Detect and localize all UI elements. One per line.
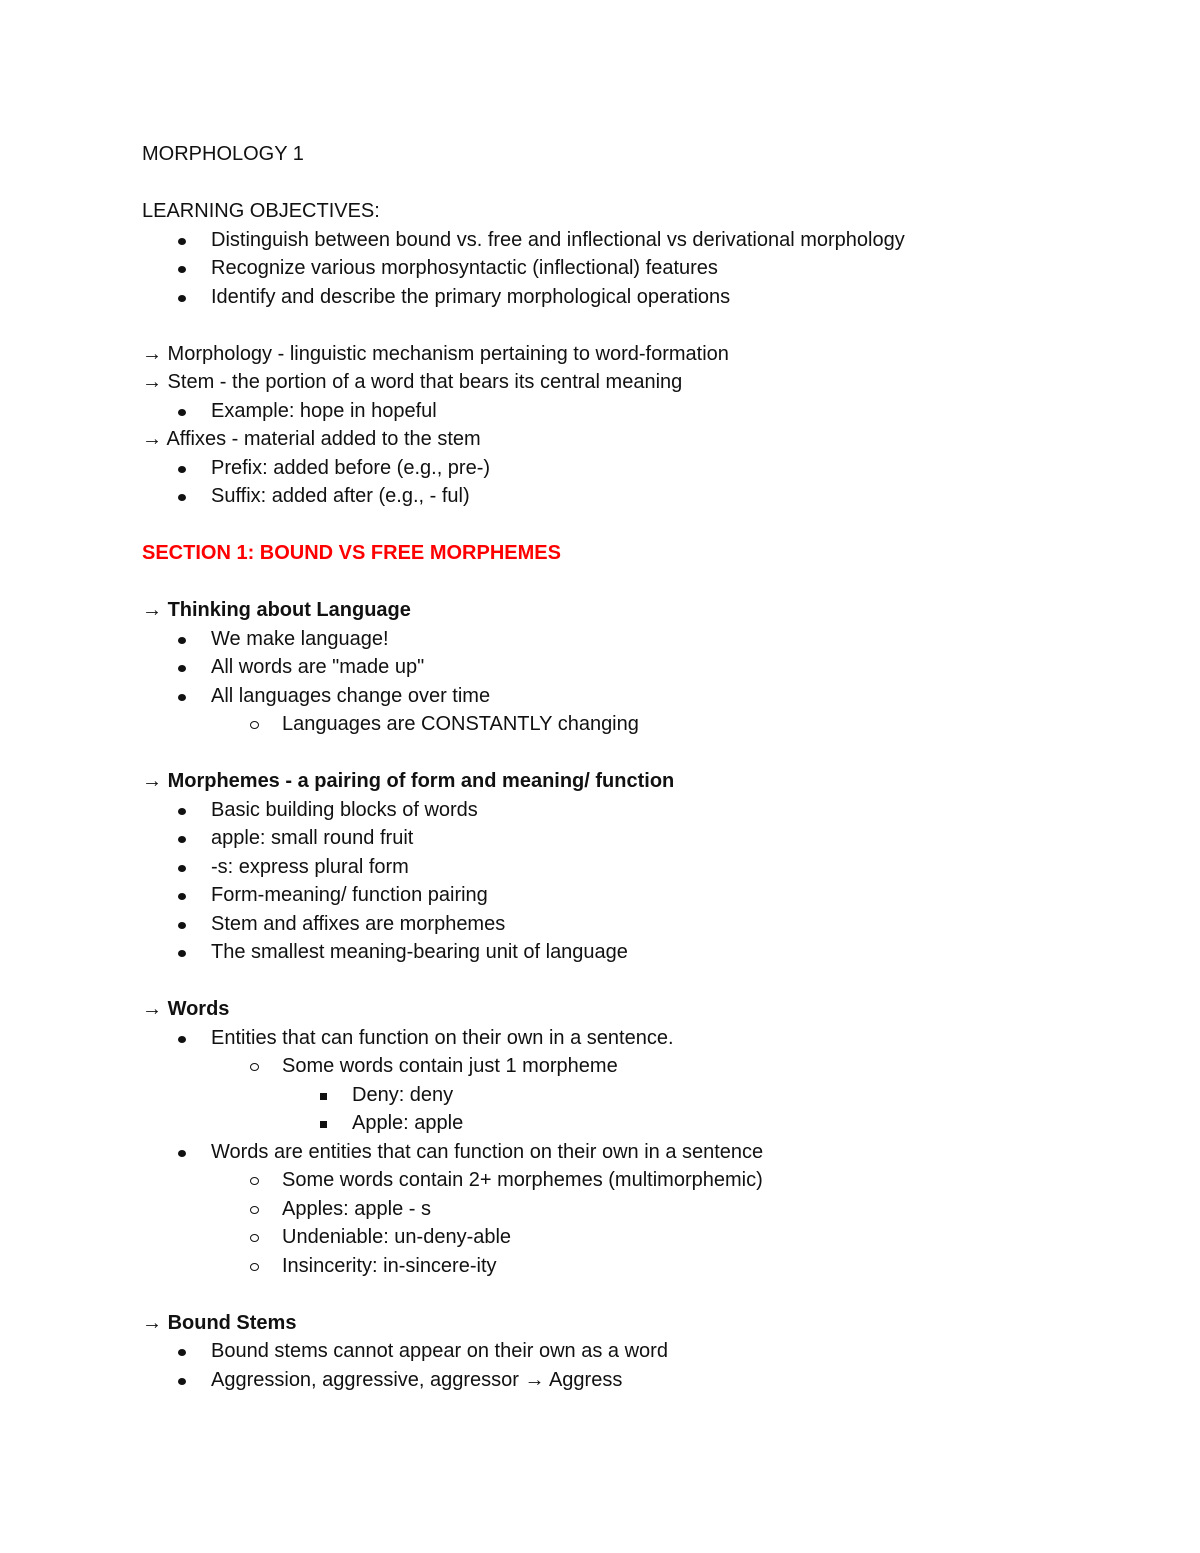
list-item [142,1337,1142,1366]
list-item-text: Example: hope in hopeful [211,399,437,422]
bullet-dot-icon [178,922,186,929]
list-item [142,454,1142,483]
list-item [142,881,1142,910]
spacer [142,568,1142,597]
bullet-dot-icon [178,836,186,843]
sub-list-item-text: Languages are CONSTANTLY changing [282,713,639,735]
list-item-text: We make language! [211,627,389,650]
list-item-text: Form-meaning/ function pairing [211,884,488,906]
bullet-dot-icon [178,665,186,672]
sub-list-item [142,1195,1142,1224]
document-page [142,140,1142,1394]
sub-list-item-text: Apples: apple - s [282,1197,431,1220]
list-item [142,1024,1142,1053]
bullet-dot-icon [178,865,186,872]
arrow-icon: → [142,998,168,1020]
list-item [142,226,1142,255]
list-item-text: Identify and describe the primary morphological operations [211,285,731,308]
bullet-dot-icon [178,466,186,473]
bullet-dot-icon [178,808,186,815]
list-item [142,796,1142,825]
bullet-circle-icon [250,721,259,729]
list-item-text: Distinguish between bound vs. free and inflectional vs derivational morphology [211,228,905,251]
spacer [142,511,1142,540]
spacer [142,739,1142,768]
arrow-icon: → [142,1311,168,1334]
list-item-text: Suffix: added after (e.g., - ful) [211,485,470,507]
bullet-circle-icon [250,1177,259,1185]
bullet-dot-icon [178,1150,186,1157]
list-item [142,682,1142,711]
bullet-dot-icon [178,238,186,245]
sub-list-item-text: Undeniable: un-deny-able [282,1226,512,1248]
bullet-dot-icon [178,295,186,302]
sub-sub-list-item-text: Deny: deny [352,1083,454,1106]
list-item [142,397,1142,426]
bullet-dot-icon [178,494,186,501]
bullet-dot-icon [178,637,186,644]
bullet-dot-icon [178,950,186,957]
subsection-heading-text: Morphemes - a pairing of form and meaning/ function [167,770,675,792]
bullet-circle-icon [250,1206,259,1214]
sub-list-item-text: Some words contain just 1 morpheme [282,1055,618,1077]
subsection-heading-text: Bound Stems [167,1311,297,1334]
list-item-text: Prefix: added before (e.g., pre-) [211,456,491,479]
list-item-text: All words are "made up" [211,656,425,678]
bullet-square-icon [320,1093,327,1100]
stem-definition: → Stem - the portion of a word that bears its central meaning [142,371,683,393]
subsection-heading-words [142,995,1142,1024]
sub-sub-list-item [142,1109,1142,1138]
list-item [142,482,1142,511]
subsection-heading-thinking [142,596,1142,625]
subsection-heading-text: Words [167,998,230,1020]
sub-list-item [142,1052,1142,1081]
bullet-dot-icon [178,1349,186,1356]
list-item [142,1366,1142,1395]
list-item [142,824,1142,853]
spacer [142,311,1142,340]
list-item [142,910,1142,939]
sub-sub-list-item-text: Apple: apple [352,1112,464,1134]
sub-list-item-text: Insincerity: in-sincere-ity [282,1254,497,1277]
bullet-dot-icon [178,266,186,273]
list-item-text: Aggression, aggressive, aggressor → Aggress [211,1368,623,1391]
bullet-circle-icon [250,1063,259,1071]
bullet-circle-icon [250,1263,259,1271]
list-item-text: Words are entities that can function on their own in a sentence [211,1140,764,1163]
sub-list-item [142,1166,1142,1195]
list-item [142,254,1142,283]
list-item-text: apple: small round fruit [211,827,414,849]
affixes-definition: → Affixes - material added to the stem [142,428,481,450]
list-item-text: Basic building blocks of words [211,798,478,821]
list-item [142,283,1142,312]
bullet-circle-icon [250,1234,259,1242]
bullet-dot-icon [178,893,186,900]
sub-list-item-text: Some words contain 2+ morphemes (multimorphemic) [282,1169,763,1191]
subsection-heading-bound-stems [142,1309,1142,1338]
morphology-definition: → Morphology - linguistic mechanism pertaining to word-formation [142,342,729,365]
objectives-heading: LEARNING OBJECTIVES: [142,200,380,222]
list-item-text: Stem and affixes are morphemes [211,912,506,935]
subsection-heading-text: Thinking about Language [167,599,411,621]
bullet-dot-icon [178,409,186,416]
list-item [142,853,1142,882]
bullet-dot-icon [178,1036,186,1043]
spacer [142,169,1142,198]
subsection-heading-morphemes [142,767,1142,796]
bullet-square-icon [320,1121,327,1128]
list-item [142,938,1142,967]
list-item [142,1138,1142,1167]
list-item [142,625,1142,654]
list-item-text: Bound stems cannot appear on their own as a word [211,1340,668,1362]
bullet-dot-icon [178,1378,186,1385]
list-item-text: All languages change over time [211,684,491,707]
spacer [142,1280,1142,1309]
arrow-icon: → [142,599,168,621]
sub-list-item [142,1252,1142,1281]
sub-list-item [142,1223,1142,1252]
list-item-text: -s: express plural form [211,855,409,878]
document-title: MORPHOLOGY 1 [142,143,304,165]
bullet-dot-icon [178,694,186,701]
arrow-icon: → [142,770,168,792]
list-item [142,653,1142,682]
spacer [142,967,1142,996]
section-heading: SECTION 1: BOUND VS FREE MORPHEMES [142,542,561,564]
sub-sub-list-item [142,1081,1142,1110]
list-item-text: The smallest meaning-bearing unit of language [211,941,628,963]
list-item-text: Entities that can function on their own in a sentence. [211,1026,674,1049]
list-item-text: Recognize various morphosyntactic (inflectional) features [211,257,718,279]
sub-list-item [142,710,1142,739]
